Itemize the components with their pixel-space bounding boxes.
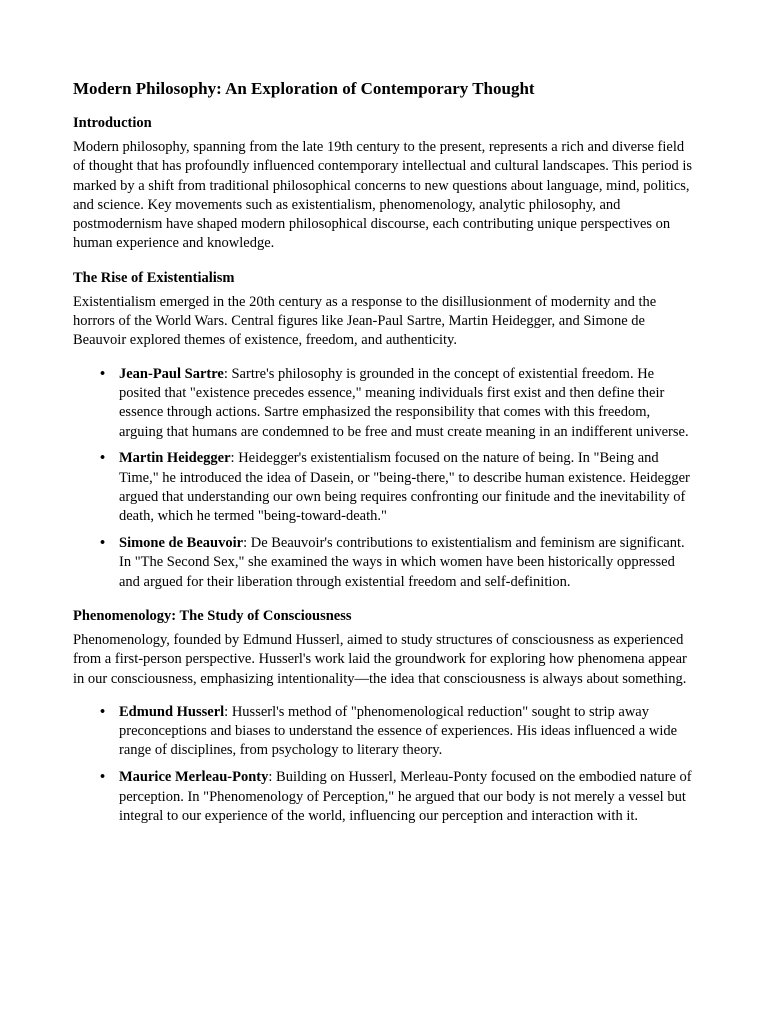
section-heading: The Rise of Existentialism: [73, 269, 235, 286]
section-paragraph: Phenomenology, founded by Edmund Husserl, aimed to study structures of consciousness as experienced from a first-person perspective. Husserl's work laid the groundwork for exploring how phenomena appear in our consciousness, emphasizing intentionality—the idea that consciousness is always about something.: [73, 631, 687, 687]
document-title: Modern Philosophy: An Exploration of Contemporary Thought: [73, 79, 535, 98]
list-item: [100, 449, 696, 526]
section-phenomenology: [73, 606, 696, 826]
philosopher-name: Maurice Merleau-Ponty: [119, 769, 269, 786]
item-text: : Building on Husserl, Merleau-Ponty focused on the embodied nature of perception. In "Phenomenology of Perception," he argued that our body is not merely a vessel but integral to our experience of the world, influencing our perception and interaction with it.: [119, 769, 692, 824]
list-item: [100, 365, 696, 442]
bullet-icon: •: [100, 703, 106, 720]
section-paragraph: Modern philosophy, spanning from the late 19th century to the present, represents a rich and diverse field of thought that has profoundly influenced contemporary intellectual and cultural landscapes. This period is marked by a shift from traditional philosophical concerns to new questions about language, mind, politics, and science. Key movements such as existentialism, phenomenology, analytic philosophy, and postmodernism have shaped modern philosophical discourse, each contributing unique perspectives on human experience and knowledge.: [73, 139, 693, 252]
item-text: : De Beauvoir's contributions to existentialism and feminism are significant. In "The Second Sex," she examined the ways in which women have been historically oppressed and argued for their liberation through existential freedom and self-definition.: [119, 535, 685, 590]
section-introduction: [73, 113, 696, 254]
bullet-icon: •: [100, 769, 106, 786]
philosopher-list: [73, 703, 696, 826]
item-text: : Heidegger's existentialism focused on the nature of being. In "Being and Time," he introduced the idea of Dasein, or "being-there," to describe human existence. Heidegger argued that understanding our own being requires confronting our finitude and the inevitability of death, which he termed "being-toward-death.": [119, 450, 690, 525]
section-existentialism: [73, 268, 696, 592]
item-text: : Sartre's philosophy is grounded in the concept of existential freedom. He posited that "existence precedes essence," meaning individuals first exist and then define their essence through actions. Sartre emphasized the responsibility that comes with this freedom, arguing that humans are condemned to be free and must create meaning in an indifferent universe.: [119, 365, 689, 440]
philosopher-name: Edmund Husserl: [119, 703, 225, 720]
philosopher-name: Simone de Beauvoir: [119, 535, 244, 552]
bullet-icon: •: [100, 450, 106, 467]
section-paragraph: Existentialism emerged in the 20th century as a response to the disillusionment of modernity and the horrors of the World Wars. Central figures like Jean-Paul Sartre, Martin Heidegger, and Simone de Beauvoir explored themes of existence, freedom, and authenticity.: [73, 293, 657, 349]
philosopher-name: Jean-Paul Sartre: [119, 365, 224, 382]
section-heading: Introduction: [73, 115, 152, 131]
philosopher-name: Martin Heidegger: [119, 450, 231, 467]
item-text: : Husserl's method of "phenomenological reduction" sought to strip away preconceptions and biases to understand the essence of experiences. His ideas influenced a wide range of disciplines, from psychology to literary theory.: [119, 703, 678, 759]
list-item: [100, 703, 696, 761]
list-item: [100, 534, 696, 592]
bullet-icon: •: [100, 535, 106, 552]
bullet-icon: •: [100, 365, 106, 382]
section-heading: Phenomenology: The Study of Consciousness: [73, 607, 352, 624]
list-item: [100, 768, 696, 826]
philosopher-list: [73, 365, 696, 592]
